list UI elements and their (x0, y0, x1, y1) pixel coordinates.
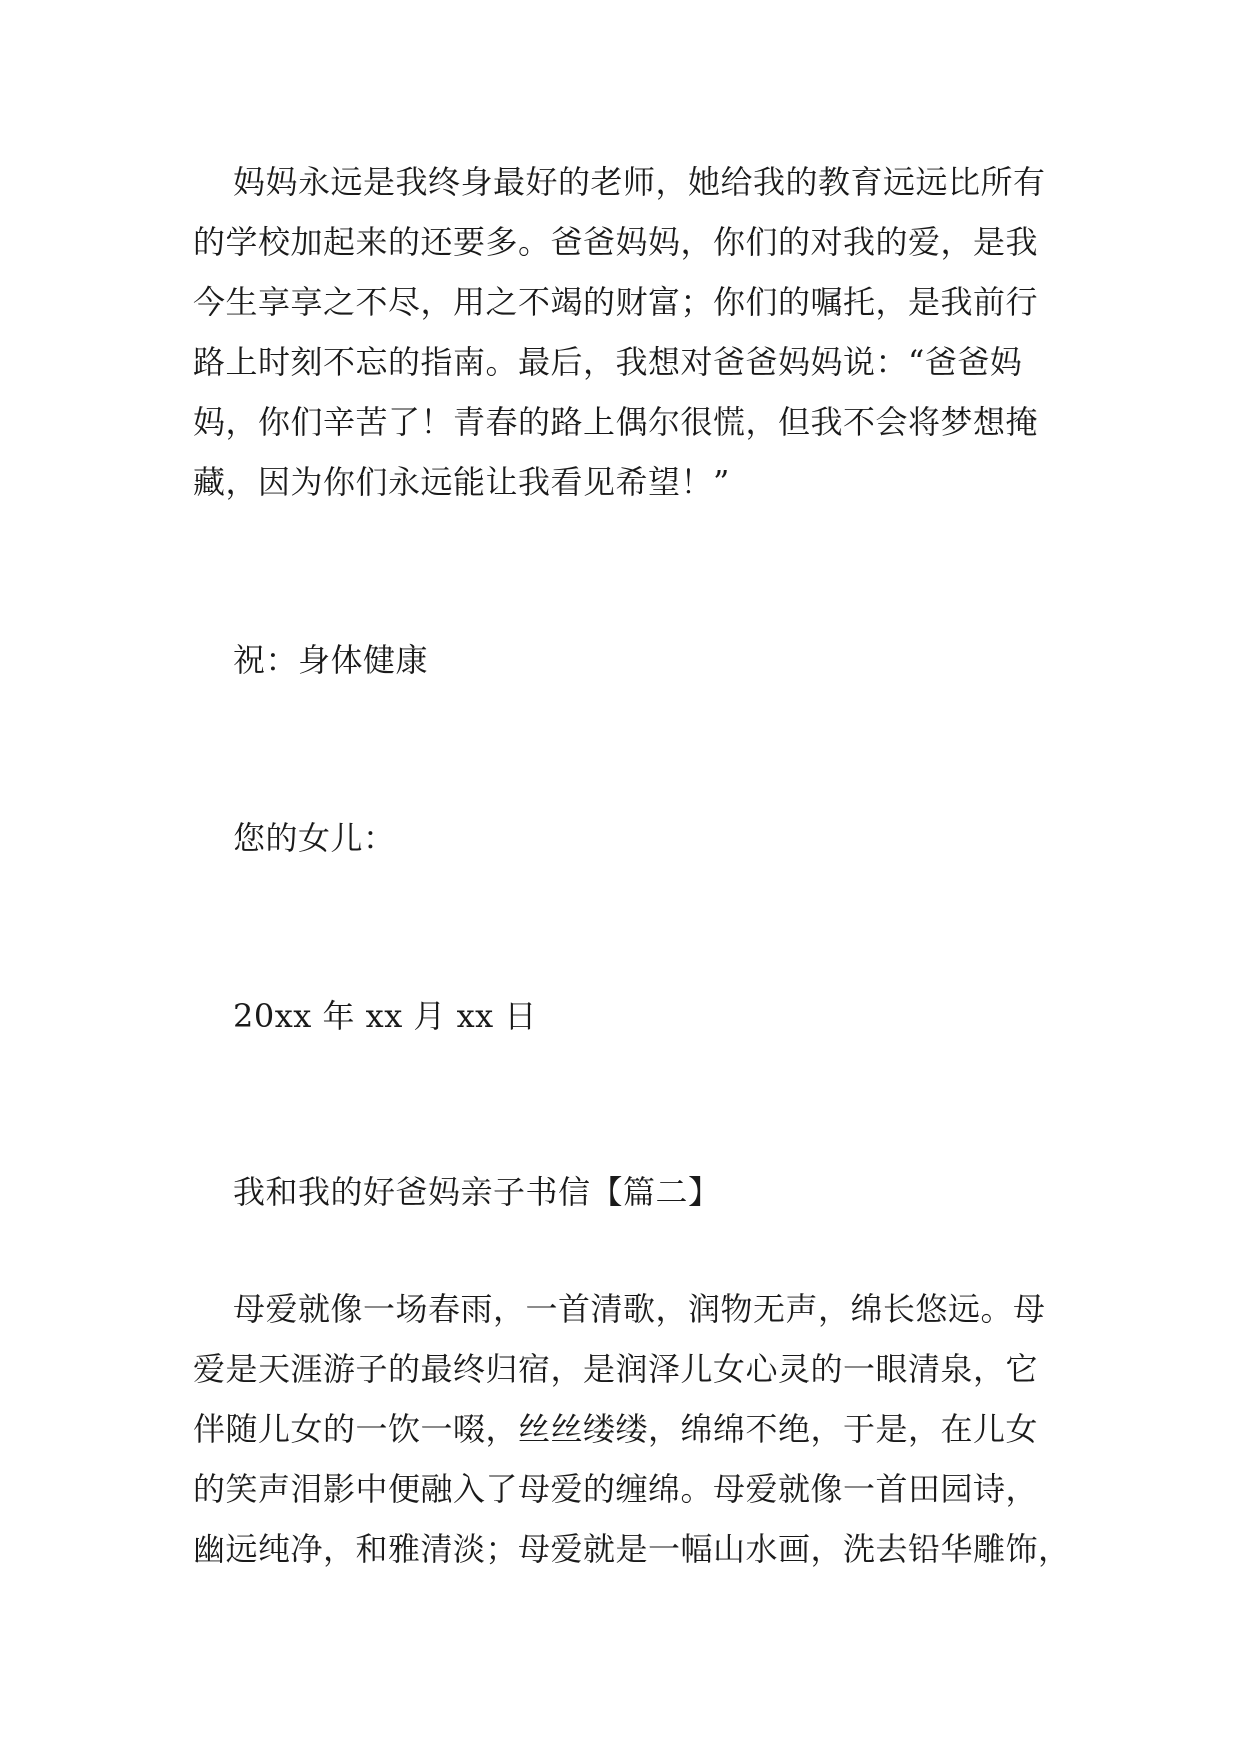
closing-signature: 您的女儿： (233, 819, 396, 857)
section2-line-5: 幽远纯净，和雅清淡；母爱就是一幅山水画，洗去铅华雕饰， (193, 1530, 1071, 1568)
paragraph1-line-6: 藏，因为你们永远能让我看见希望！” (193, 463, 730, 501)
closing-wish: 祝：身体健康 (233, 641, 429, 679)
section2-line-2: 爱是天涯游子的最终归宿，是润泽儿女心灵的一眼清泉，它 (193, 1350, 1039, 1388)
section2-line-1: 母爱就像一场春雨，一首清歌，润物无声，绵长悠远。母 (233, 1290, 1046, 1328)
paragraph1-line-5: 妈，你们辛苦了！青春的路上偶尔很慌，但我不会将梦想掩 (193, 403, 1039, 441)
section2-heading: 我和我的好爸妈亲子书信【篇二】 (233, 1173, 721, 1211)
paragraph1-line-4: 路上时刻不忘的指南。最后，我想对爸爸妈妈说：“爸爸妈 (193, 343, 1023, 381)
paragraph1-line-2: 的学校加起来的还要多。爸爸妈妈，你们的对我的爱，是我 (193, 223, 1039, 261)
section2-line-3: 伴随儿女的一饮一啜，丝丝缕缕，绵绵不绝，于是，在儿女 (193, 1410, 1039, 1448)
closing-date: 20xx 年 xx 月 xx 日 (233, 997, 537, 1035)
section2-line-4: 的笑声泪影中便融入了母爱的缠绵。母爱就像一首田园诗， (193, 1470, 1039, 1508)
paragraph1-line-1: 妈妈永远是我终身最好的老师，她给我的教育远远比所有 (233, 163, 1046, 201)
paragraph1-line-3: 今生享享之不尽，用之不竭的财富；你们的嘱托，是我前行 (193, 283, 1039, 321)
